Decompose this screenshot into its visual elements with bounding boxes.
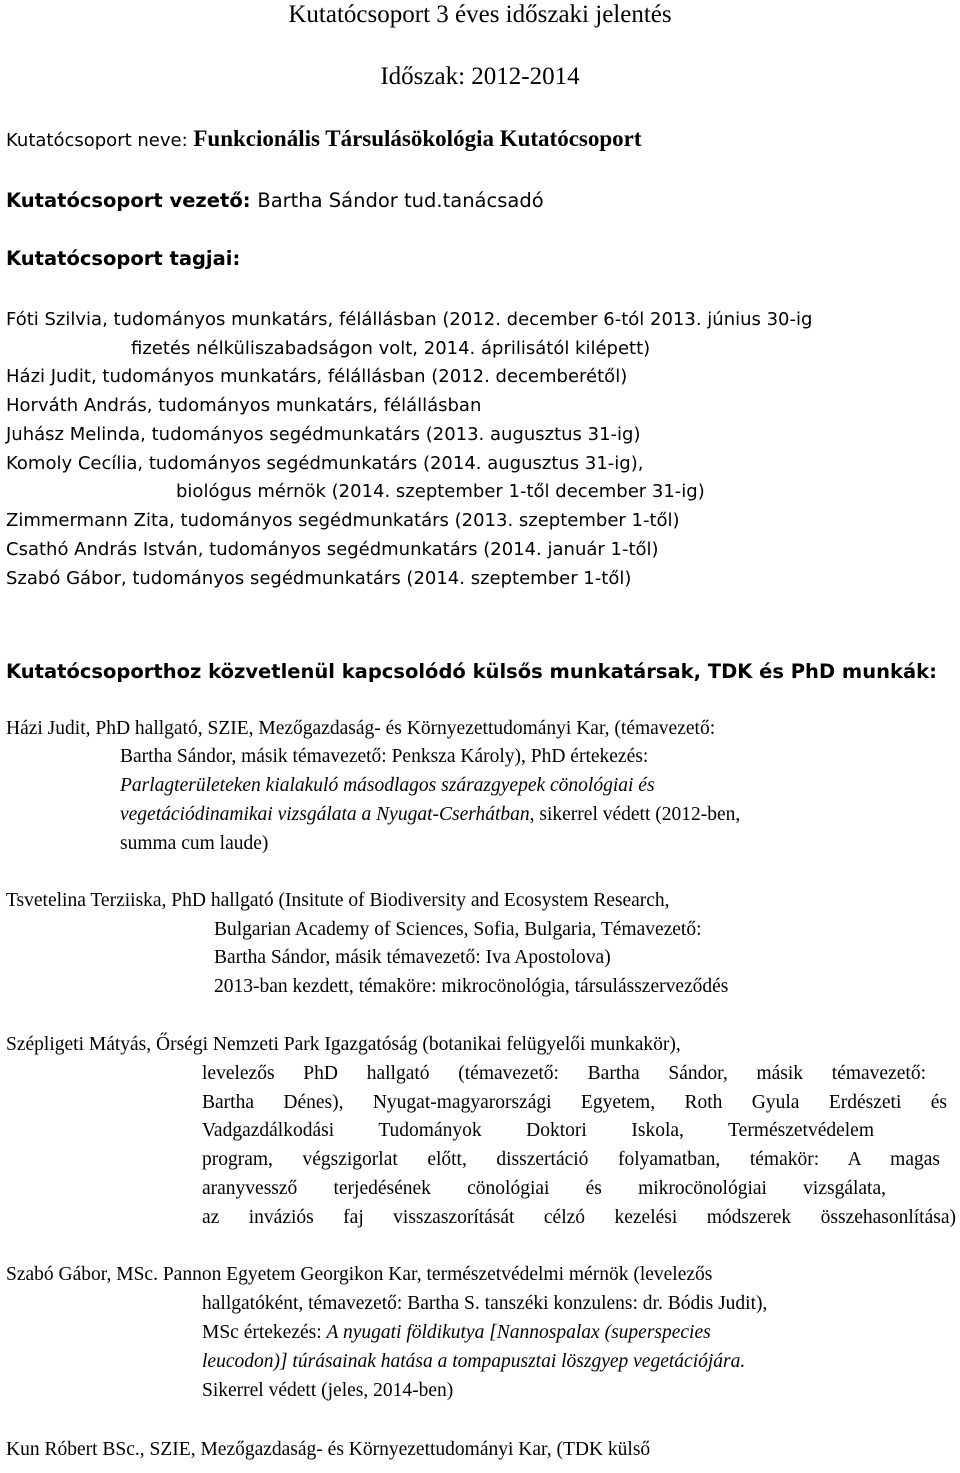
szepligeti-line: levelezős PhD hallgató (témavezető: Bartha Sándor, másik témavezető: — [202, 1063, 926, 1084]
szepligeti-line: Bartha Dénes), Nyugat-magyarországi Egyetem, Roth Gyula Erdészeti és — [202, 1092, 947, 1113]
hazi-line: Bartha Sándor, másik témavezető: Penksza Károly), PhD értekezés: — [120, 746, 649, 767]
member-line: Házi Judit, tudományos munkatárs, félállásban (2012. decemberétől) — [6, 366, 628, 387]
member-line: Fóti Szilvia, tudományos munkatárs, félállásban (2012. december 6-tól 2013. június 30-ig — [6, 309, 813, 330]
hazi-line: Házi Judit, PhD hallgató, SZIE, Mezőgazdaság- és Környezettudományi Kar, (témavezető: — [6, 718, 716, 739]
szabo-line: Sikerrel védett (jeles, 2014-ben) — [202, 1380, 454, 1401]
szepligeti-line: az inváziós faj visszaszorítását célzó kezelési módszerek összehasonlítása) — [202, 1207, 956, 1228]
kun-line: Kun Róbert BSc., SZIE, Mezőgazdaság- és Környezettudományi Kar, (TDK külső — [6, 1439, 651, 1460]
member-line: Szabó Gábor, tudományos segédmunkatárs (2014. szeptember 1-től) — [6, 568, 632, 589]
member-line: Juhász Melinda, tudományos segédmunkatárs (2013. augusztus 31-ig) — [6, 424, 641, 445]
szepligeti-line: aranyvessző terjedésének cönológiai és mikrocönológiai vizsgálata, — [202, 1178, 886, 1199]
szabo-line: hallgatóként, témavezető: Bartha S. tanszéki konzulens: dr. Bódis Judit), — [202, 1293, 768, 1314]
member-line: Komoly Cecília, tudományos segédmunkatárs (2014. augusztus 31-ig), — [6, 453, 644, 474]
terziiska-line: Bartha Sándor, másik témavezető: Iva Apostolova) — [214, 947, 611, 968]
hazi-thesis-title: Parlagterületeken kialakuló másodlagos szárazgyepek cönológiai és — [120, 775, 655, 796]
szabo-thesis-label: MSc értekezés: — [202, 1322, 327, 1343]
group-leader — [6, 188, 544, 215]
hazi-line — [120, 802, 740, 828]
szepligeti-line: Vadgazdálkodási Tudományok Doktori Iskola, Természetvédelem — [202, 1120, 874, 1141]
members-heading: Kutatócsoport tagjai: — [6, 247, 241, 270]
member-line: Csathó András István, tudományos segédmunkatárs (2014. január 1-től) — [6, 539, 659, 560]
terziiska-line: Tsvetelina Terziiska, PhD hallgató (Insitute of Biodiversity and Ecosystem Research, — [6, 890, 670, 911]
terziiska-line: 2013-ban kezdett, témaköre: mikrocönológia, társulásszerveződés — [214, 976, 729, 997]
external-heading: Kutatócsoporthoz közvetlenül kapcsolódó külsős munkatársak, TDK és PhD munkák: — [6, 660, 937, 683]
period: Időszak: 2012-2014 — [380, 63, 580, 90]
szepligeti-line: Szépligeti Mátyás, Őrségi Nemzeti Park Igazgatóság (botanikai felügyelői munkakör), — [6, 1034, 681, 1055]
group-name-value: Funkcionális Társulásökológia Kutatócsoport — [193, 126, 642, 151]
member-line: biológus mérnök (2014. szeptember 1-től december 31-ig) — [176, 481, 705, 502]
szabo-thesis-title: leucodon)] túrásainak hatása a tompapusztai löszgyep vegetációjára. — [202, 1351, 746, 1372]
member-line: Horváth András, tudományos munkatárs, félállásban — [6, 395, 482, 416]
document-title: Kutatócsoport 3 éves időszaki jelentés — [288, 1, 672, 28]
group-leader-label: Kutatócsoport vezető: — [6, 189, 258, 212]
member-line: fizetés nélküliszabadságon volt, 2014. áprilisától kilépett) — [131, 338, 651, 359]
terziiska-line: Bulgarian Academy of Sciences, Sofia, Bulgaria, Témavezető: — [214, 919, 702, 940]
szabo-line: Szabó Gábor, MSc. Pannon Egyetem Georgikon Kar, természetvédelmi mérnök (levelezős — [6, 1264, 713, 1285]
hazi-line: summa cum laude) — [120, 833, 269, 854]
hazi-defense: , sikerrel védett (2012-ben, — [529, 804, 741, 825]
member-line: Zimmermann Zita, tudományos segédmunkatárs (2013. szeptember 1-től) — [6, 510, 680, 531]
hazi-thesis-title: vegetációdinamikai vizsgálata a Nyugat-Cserhátban — [120, 804, 530, 825]
group-name-label: Kutatócsoport neve: — [6, 130, 194, 151]
group-leader-value: Bartha Sándor tud.tanácsadó — [257, 189, 544, 212]
group-name — [6, 126, 642, 154]
szabo-thesis-title: A nyugati földikutya [Nannospalax (superspecies — [326, 1322, 711, 1343]
szepligeti-line: program, végszigorlat előtt, disszertáció folyamatban, témakör: A magas — [202, 1149, 940, 1170]
szabo-line — [202, 1320, 711, 1346]
